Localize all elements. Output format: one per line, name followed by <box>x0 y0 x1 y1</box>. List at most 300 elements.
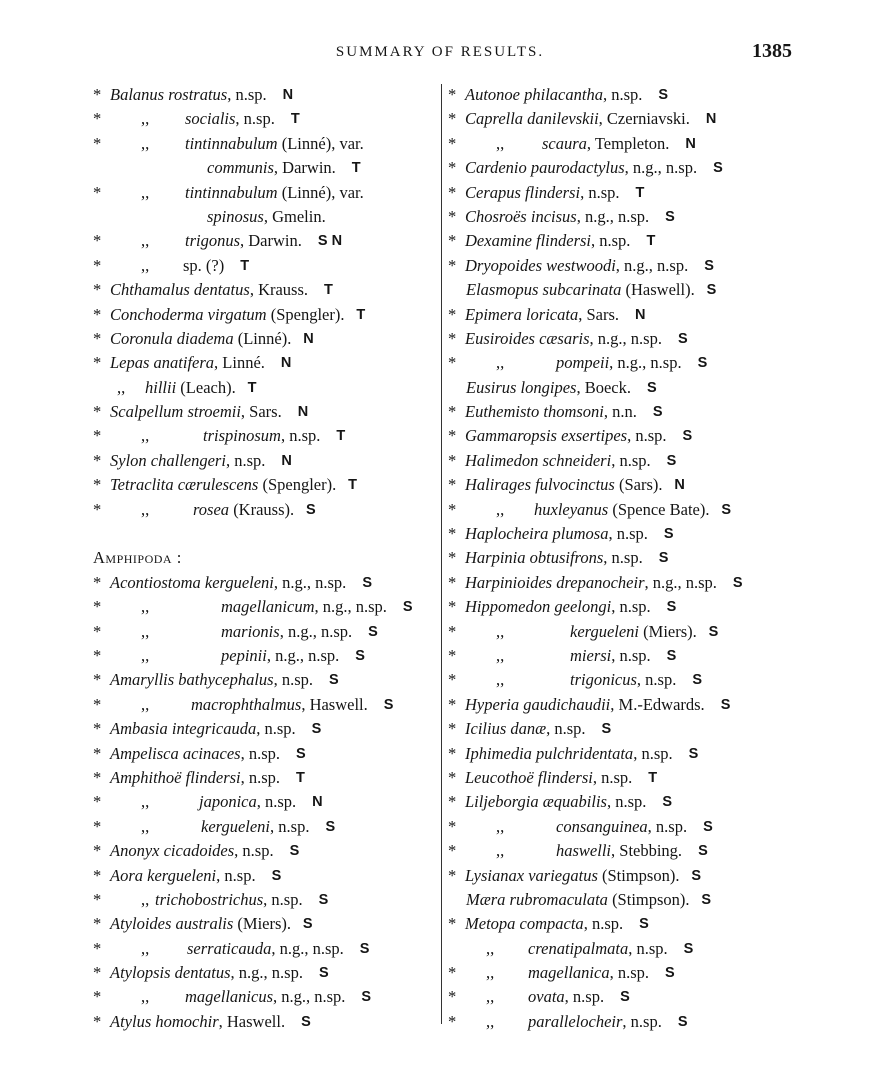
new-record-asterisk: * <box>448 402 457 422</box>
species-name: serraticauda <box>187 938 272 958</box>
species-entry <box>448 595 788 619</box>
ditto-mark: ,, <box>486 963 495 983</box>
locality-code: S <box>683 940 694 957</box>
authority-text: , n.sp. <box>592 767 633 787</box>
ditto-mark: ,, <box>141 645 150 665</box>
locality-code: S <box>402 599 413 616</box>
species-entry <box>448 668 788 692</box>
species-name-line <box>466 376 631 400</box>
species-name: Halimedon schneideri <box>465 450 612 470</box>
species-entry <box>448 278 788 302</box>
locality-code: S <box>658 550 669 567</box>
new-record-asterisk: * <box>448 450 457 470</box>
new-record-asterisk: * <box>93 475 102 495</box>
ditto-mark: ,, <box>141 694 150 714</box>
authority-text: , n.sp. <box>628 938 668 958</box>
new-record-asterisk: * <box>93 889 102 909</box>
ditto-mark: ,, <box>141 109 150 129</box>
species-name-line <box>465 205 649 229</box>
ditto-mark: ,, <box>496 353 505 373</box>
species-name-line <box>465 912 623 936</box>
species-name-line <box>465 766 632 790</box>
species-name-line <box>110 473 336 497</box>
ditto-mark: ,, <box>496 621 505 641</box>
species-entry <box>93 742 438 766</box>
authority-text: , n.g., n.sp. <box>279 621 353 641</box>
authority-text: (Krauss). <box>229 499 295 519</box>
species-entry <box>93 424 438 448</box>
new-record-asterisk: * <box>93 865 102 885</box>
species-name: Epimera loricata <box>465 304 579 324</box>
species-name: macrophthalmus <box>191 694 302 714</box>
species-name: Haplocheira plumosa <box>465 524 609 544</box>
section-heading-row <box>93 546 438 570</box>
new-record-asterisk: * <box>93 572 102 592</box>
species-entry <box>448 912 788 936</box>
new-record-asterisk: * <box>93 426 102 446</box>
new-record-asterisk: * <box>448 182 457 202</box>
authority-text: (Stimpson). <box>597 865 680 885</box>
species-entry <box>93 717 438 741</box>
new-record-asterisk: * <box>93 914 102 934</box>
ditto-mark: ,, <box>496 670 505 690</box>
species-name: Eusiroides cæsaris <box>465 328 590 348</box>
species-name-line <box>110 351 265 375</box>
species-name: Halirages fulvocinctus <box>465 475 615 495</box>
species-name: Lysianax variegatus <box>465 865 598 885</box>
species-name-line <box>110 1010 285 1034</box>
authority-text: (Leach). <box>176 377 236 397</box>
authority-text: , n.sp. <box>240 743 281 763</box>
species-entry <box>93 376 438 400</box>
new-record-asterisk: * <box>448 743 457 763</box>
locality-code: T <box>240 257 250 274</box>
locality-code: T <box>336 428 346 445</box>
species-name-line <box>556 839 682 863</box>
new-record-asterisk: * <box>448 1011 457 1031</box>
locality-code: T <box>356 306 366 323</box>
authority-text: , n.g., n.sp. <box>271 938 344 958</box>
species-name-line <box>185 107 275 131</box>
authority-text: , Haswell. <box>301 694 368 714</box>
new-record-asterisk: * <box>448 792 457 812</box>
authority-text: , n.g., n.sp. <box>644 572 717 592</box>
locality-code: S <box>359 940 370 957</box>
species-entry <box>93 278 438 302</box>
authority-text: (Miers). <box>639 621 697 641</box>
section-heading: Amphipoda : <box>93 548 182 568</box>
species-entry <box>448 303 788 327</box>
locality-code: T <box>290 111 300 128</box>
locality-code: S <box>296 745 306 762</box>
species-name-line <box>528 1010 662 1034</box>
authority-text: (Spengler). <box>258 475 337 495</box>
locality-code: S <box>663 526 674 543</box>
species-name: crenatipalmata <box>528 938 629 958</box>
authority-text: sp. (?) <box>183 255 225 275</box>
ditto-mark: ,, <box>141 792 150 812</box>
locality-code: S <box>355 647 365 664</box>
locality-code: S <box>704 257 714 274</box>
authority-text: , n.sp. <box>234 841 274 861</box>
species-entry <box>93 766 438 790</box>
species-name-line <box>465 254 688 278</box>
locality-code: S <box>361 989 372 1006</box>
species-name: magellanica <box>528 963 610 983</box>
species-entry <box>448 254 788 278</box>
species-name: pepinii <box>221 645 267 665</box>
species-name: Hyperia gaudichaudii <box>465 694 611 714</box>
species-name: Chthamalus dentatus <box>110 280 250 300</box>
species-name: socialis <box>185 109 236 129</box>
species-name-line <box>110 717 296 741</box>
locality-code: S <box>703 818 713 835</box>
species-entry <box>448 107 788 131</box>
species-name: communis <box>207 158 274 178</box>
right-column <box>448 83 788 1034</box>
authority-text: , Darwin. <box>240 231 302 251</box>
locality-code: S <box>698 843 708 860</box>
authority-text: , Templeton. <box>586 133 670 153</box>
species-name-line <box>110 742 280 766</box>
new-record-asterisk: * <box>448 524 457 544</box>
species-entry <box>448 742 788 766</box>
locality-code: T <box>296 769 305 786</box>
ditto-mark: ,, <box>141 231 150 251</box>
new-record-asterisk: * <box>448 914 457 934</box>
locality-code: S <box>362 574 372 591</box>
new-record-asterisk: * <box>93 938 102 958</box>
species-name: parallelocheir <box>528 1011 623 1031</box>
species-entry <box>93 449 438 473</box>
species-name: Iphimedia pulchridentata <box>465 743 634 763</box>
species-entry <box>448 717 788 741</box>
new-record-asterisk: * <box>448 231 457 251</box>
new-record-asterisk: * <box>93 792 102 812</box>
authority-text: (Sars). <box>614 475 663 495</box>
species-name: kergueleni <box>201 816 271 836</box>
locality-code: S <box>652 404 663 421</box>
authority-text: , M.-Edwards. <box>610 694 705 714</box>
locality-code: S <box>302 916 313 933</box>
authority-text: , n.sp. <box>273 670 314 690</box>
new-record-asterisk: * <box>448 597 457 617</box>
species-name-line <box>542 132 669 156</box>
species-entry <box>448 327 788 351</box>
locality-code: S <box>713 160 723 177</box>
new-record-asterisk: * <box>93 719 102 739</box>
new-record-asterisk: * <box>448 645 457 665</box>
species-entry <box>93 864 438 888</box>
locality-code: N <box>281 452 292 469</box>
species-name: Cardenio paurodactylus <box>465 158 625 178</box>
ditto-mark: ,, <box>141 938 150 958</box>
species-name-line <box>570 644 651 668</box>
species-name: Atyloides australis <box>110 914 234 934</box>
authority-text: (Linné), var. <box>277 182 364 202</box>
new-record-asterisk: * <box>448 158 457 178</box>
new-record-asterisk: * <box>93 133 102 153</box>
species-name: Eusirus longipes <box>466 377 577 397</box>
authority-text: , Sars. <box>578 304 619 324</box>
species-name-line <box>465 595 651 619</box>
authority-text: (Linné). <box>233 328 292 348</box>
column-divider <box>441 84 442 1024</box>
locality-code: S <box>311 721 322 738</box>
species-name: Leucothoë flindersi <box>465 767 593 787</box>
species-name: Scalpellum stroemii <box>110 402 241 422</box>
locality-code: S <box>665 965 675 982</box>
species-name-line <box>185 132 364 156</box>
species-name-line <box>221 620 352 644</box>
ditto-mark: ,, <box>486 987 495 1007</box>
locality-code: T <box>324 282 333 299</box>
authority-text: , n.sp. <box>263 889 303 909</box>
authority-text: , n.g., n.sp. <box>609 353 682 373</box>
species-entry <box>448 376 788 400</box>
locality-code: N <box>674 477 685 494</box>
species-entry <box>448 888 788 912</box>
authority-text: , n.sp. <box>633 743 673 763</box>
locality-code: S <box>601 721 612 738</box>
species-entry <box>448 815 788 839</box>
species-entry <box>448 205 788 229</box>
species-name: magellanicum <box>221 597 315 617</box>
species-name-line <box>465 522 648 546</box>
new-record-asterisk: * <box>93 109 102 129</box>
new-record-asterisk: * <box>93 255 102 275</box>
new-record-asterisk: * <box>448 328 457 348</box>
species-name-line <box>465 400 637 424</box>
species-entry <box>93 400 438 424</box>
species-name: tintinnabulum <box>185 182 278 202</box>
locality-code: S <box>289 843 300 860</box>
species-name-line <box>110 961 303 985</box>
locality-code: N <box>635 306 646 323</box>
species-name: tintinnabulum <box>185 133 278 153</box>
authority-text: , n.sp. <box>591 231 631 251</box>
species-name-line <box>110 83 267 107</box>
species-entry <box>448 351 788 375</box>
species-entry <box>448 156 788 180</box>
species-name-line <box>185 229 302 253</box>
species-name-line <box>465 693 705 717</box>
locality-code: S <box>306 501 316 518</box>
species-entry <box>93 668 438 692</box>
new-record-asterisk: * <box>93 963 102 983</box>
new-record-asterisk: * <box>93 402 102 422</box>
species-name: japonica <box>199 792 257 812</box>
new-record-asterisk: * <box>448 719 457 739</box>
authority-text: (Spengler). <box>266 304 345 324</box>
species-entry <box>93 473 438 497</box>
ditto-mark: ,, <box>141 889 150 909</box>
species-name: haswelli <box>556 841 612 861</box>
authority-text: , n.sp. <box>546 719 586 739</box>
species-name: Anonyx cicadoides <box>110 841 235 861</box>
ditto-mark: ,, <box>141 182 150 202</box>
species-entry <box>448 571 788 595</box>
species-name-line <box>528 985 604 1009</box>
locality-code: S <box>318 965 329 982</box>
authority-text: , n.g., n.sp. <box>230 963 303 983</box>
authority-text: , n.sp. <box>611 450 651 470</box>
new-record-asterisk: * <box>93 816 102 836</box>
new-record-asterisk: * <box>448 987 457 1007</box>
locality-code: S <box>706 282 717 299</box>
locality-code: N <box>282 87 294 103</box>
locality-code: S <box>682 428 693 445</box>
authority-text: , n.sp. <box>235 109 275 129</box>
species-name-line <box>465 571 717 595</box>
authority-text: , n.sp. <box>627 426 667 446</box>
species-name-line <box>185 985 345 1009</box>
species-entry <box>93 571 438 595</box>
new-record-asterisk: * <box>93 328 102 348</box>
species-name: Gammaropsis exsertipes <box>465 426 628 446</box>
authority-text: , n.sp. <box>609 963 649 983</box>
species-entry <box>93 620 438 644</box>
locality-code: N <box>280 355 292 372</box>
locality-code: S <box>732 574 743 591</box>
species-name-line <box>191 693 368 717</box>
species-name-line <box>465 107 690 131</box>
authority-text: , n.sp. <box>608 524 648 544</box>
species-entry <box>448 473 788 497</box>
page-number: 1385 <box>752 40 792 62</box>
species-name-line <box>199 790 296 814</box>
locality-code: S <box>666 647 677 664</box>
species-entry <box>448 83 788 107</box>
species-name: Ampelisca acinaces <box>110 743 241 763</box>
species-name-line <box>465 424 667 448</box>
species-name-line <box>110 449 265 473</box>
species-name: Amphithoë flindersi <box>110 767 241 787</box>
species-name-line <box>145 376 236 400</box>
locality-code: T <box>247 379 257 396</box>
ditto-mark: ,, <box>496 816 505 836</box>
species-entry <box>93 644 438 668</box>
new-record-asterisk: * <box>448 109 457 129</box>
species-name: hillii <box>145 377 177 397</box>
species-entry <box>448 449 788 473</box>
ditto-mark: ,, <box>496 841 505 861</box>
species-name: Metopa compacta <box>465 914 584 934</box>
species-name-line <box>201 815 309 839</box>
species-entry <box>93 132 438 156</box>
new-record-asterisk: * <box>93 450 102 470</box>
new-record-asterisk: * <box>448 694 457 714</box>
species-name: magellanicus <box>185 987 273 1007</box>
authority-text: , n.sp. <box>622 1011 662 1031</box>
new-record-asterisk: * <box>93 767 102 787</box>
species-entry <box>93 181 438 205</box>
species-entry <box>448 985 788 1009</box>
authority-text: , Gmelin. <box>263 206 326 226</box>
species-entry <box>93 303 438 327</box>
new-record-asterisk: * <box>93 670 102 690</box>
species-entry <box>93 839 438 863</box>
locality-code: S <box>329 672 339 689</box>
species-name: pompeii <box>556 353 610 373</box>
authority-text: , n.g., n.sp. <box>624 158 698 178</box>
left-column <box>93 83 438 1034</box>
species-entry <box>448 937 788 961</box>
ditto-mark: ,, <box>496 133 505 153</box>
species-name-line <box>221 644 339 668</box>
species-name-line <box>110 327 291 351</box>
species-name: Atylopsis dentatus <box>110 963 231 983</box>
species-name-line <box>110 912 291 936</box>
ditto-mark: ,, <box>117 377 126 397</box>
locality-code: S <box>383 696 394 713</box>
authority-text: , Linné. <box>214 353 265 373</box>
locality-code: S <box>647 379 657 396</box>
species-name: trispinosum <box>203 426 281 446</box>
species-name-line <box>570 620 697 644</box>
authority-text: , Stebbing. <box>611 841 683 861</box>
species-name: kergueleni <box>570 621 640 641</box>
species-name-line <box>110 400 282 424</box>
ditto-mark: ,, <box>141 499 150 519</box>
new-record-asterisk: * <box>448 206 457 226</box>
ditto-mark: ,, <box>141 597 150 617</box>
authority-text: , n.sp. <box>603 548 643 568</box>
ditto-mark: ,, <box>141 133 150 153</box>
species-name: Liljeborgia æquabilis <box>465 792 607 812</box>
species-entry <box>448 864 788 888</box>
species-name: Tetraclita cærulescens <box>110 475 259 495</box>
locality-code: S <box>662 794 673 811</box>
species-name: Conchoderma virgatum <box>110 304 267 324</box>
species-name: Dexamine flindersi <box>465 231 592 251</box>
locality-code: S <box>708 623 719 640</box>
species-name-line <box>556 815 687 839</box>
new-record-asterisk: * <box>448 426 457 446</box>
authority-text: , Sars. <box>240 402 282 422</box>
locality-code: S <box>721 501 732 518</box>
species-name: trigonus <box>185 231 241 251</box>
species-entry <box>93 888 438 912</box>
authority-text: , n.sp. <box>606 792 647 812</box>
species-name-line <box>465 303 619 327</box>
species-name: spinosus <box>207 206 264 226</box>
locality-code: N <box>297 404 309 421</box>
species-entry <box>448 181 788 205</box>
authority-text: , n.sp. <box>583 914 624 934</box>
species-name: Cerapus flindersi <box>465 182 581 202</box>
new-record-asterisk: * <box>93 645 102 665</box>
authority-text: , n.sp. <box>580 182 620 202</box>
new-record-asterisk: * <box>93 841 102 861</box>
species-name-line <box>556 351 682 375</box>
new-record-asterisk: * <box>448 133 457 153</box>
species-entry <box>448 644 788 668</box>
species-name: Atylus homochir <box>110 1011 219 1031</box>
species-name: rosea <box>193 499 230 519</box>
locality-code: S <box>665 208 675 225</box>
authority-text: (Haswell). <box>621 280 695 300</box>
species-name-line <box>110 278 308 302</box>
species-entry <box>93 498 438 522</box>
locality-code: S <box>271 867 282 884</box>
species-name: huxleyanus <box>534 499 609 519</box>
species-entry <box>93 790 438 814</box>
new-record-asterisk: * <box>93 743 102 763</box>
species-entry <box>448 229 788 253</box>
new-record-asterisk: * <box>448 255 457 275</box>
new-record-asterisk: * <box>448 499 457 519</box>
